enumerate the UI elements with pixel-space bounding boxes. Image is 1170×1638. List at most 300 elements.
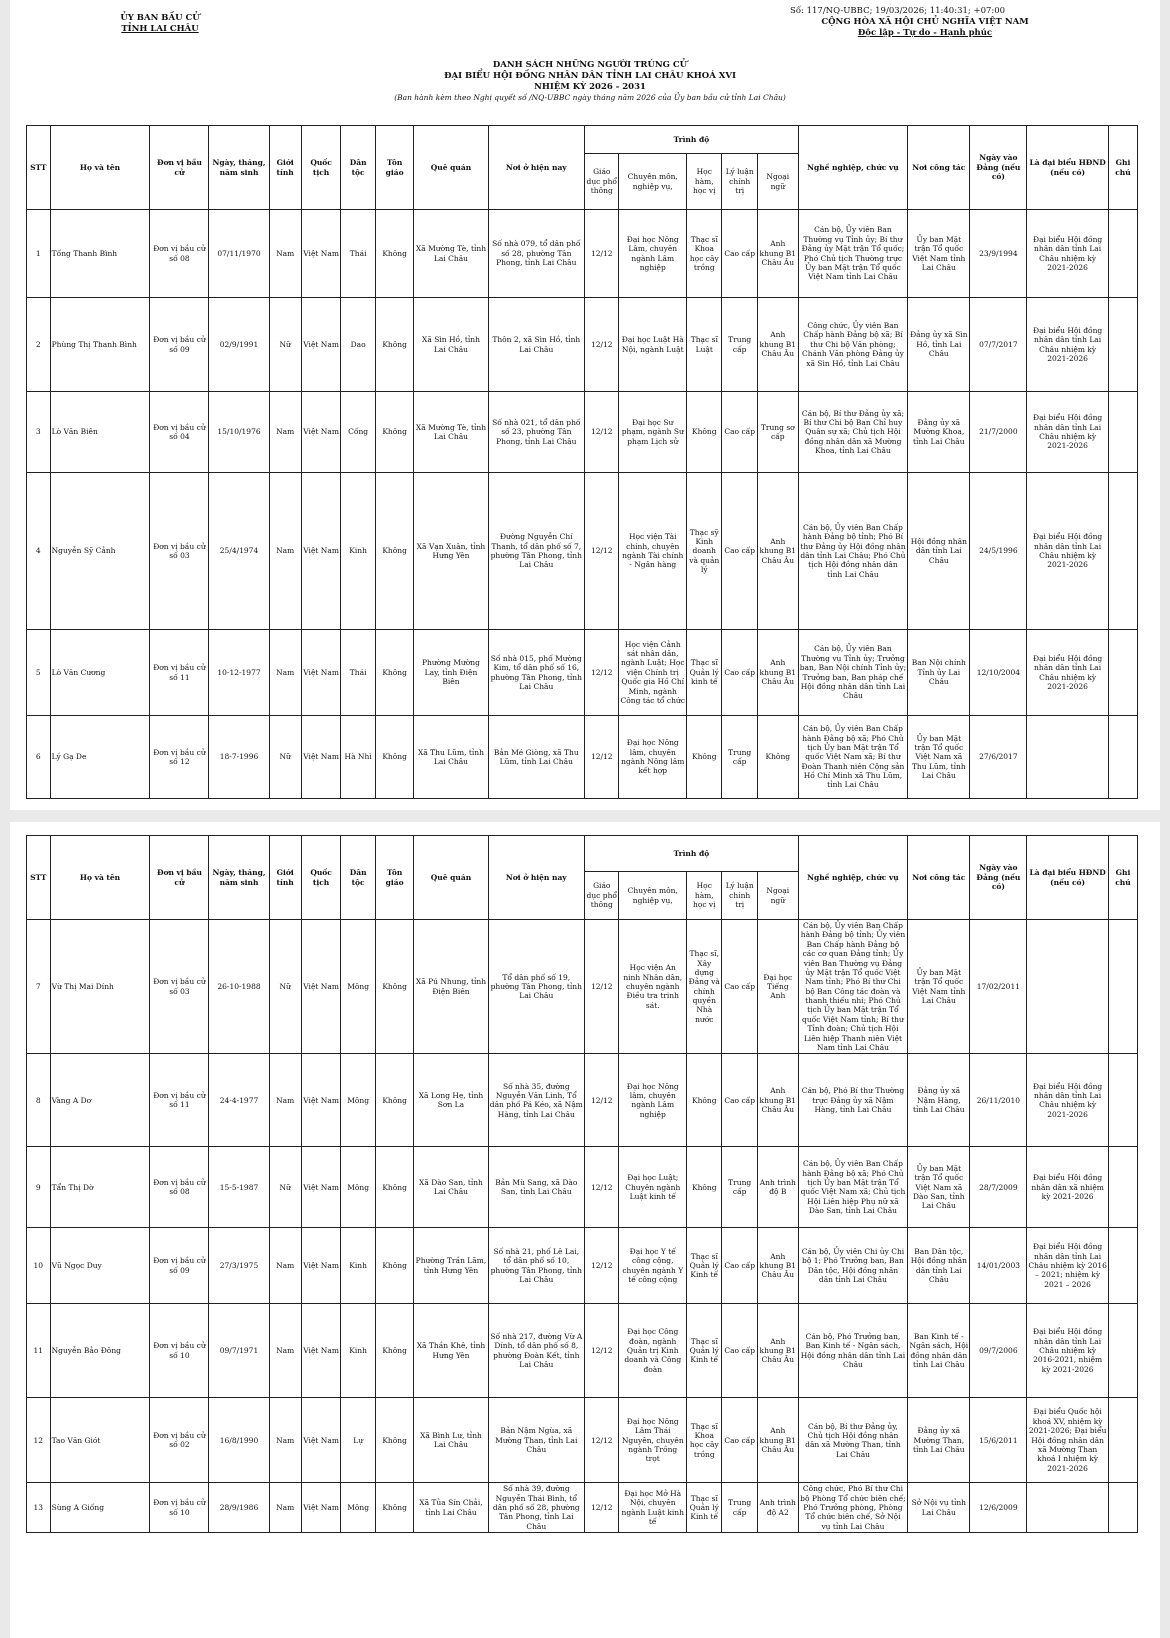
cell-gender: Nam	[269, 473, 301, 630]
cell-general-edu: 12/12	[585, 1054, 619, 1147]
cell-political: Cao cấp	[722, 1304, 757, 1398]
cell-name: Phùng Thị Thanh Bình	[50, 298, 150, 392]
cell-occupation: Cán bộ, Ủy viên Ban Chấp hành Đảng bộ tỉnh; Ủy viên Ban Chấp hành Đảng bộ các cơ quan Đảng tỉnh; Ủy viên Ban Thường vụ Đảng ủy Mặt trận Tổ quốc Việt Nam tỉnh; Phó Bí thư Chi bộ Ban Công tác đoàn và thanh thiếu nhi; Phó Chủ tịch Ủy ban Mặt trận Tổ quốc Việt Nam tỉnh; Bí thư Tỉnh đoàn; Chủ tịch Hội Liên hiệp Thanh niên Việt Nam tỉnh Lai Châu	[798, 920, 907, 1054]
cell-hometown: Xã Thu Lũm, tỉnh Lai Châu	[414, 716, 488, 799]
cell-name: Tẩn Thị Dờ	[50, 1147, 150, 1228]
winners-table-page-1	[26, 125, 1138, 799]
cell-ethnicity: Mông	[341, 920, 375, 1054]
cell-ethnicity: Kinh	[341, 1304, 375, 1398]
cell-stt: 1	[27, 210, 51, 298]
cell-religion: Không	[375, 1483, 414, 1533]
cell-stt: 8	[27, 1054, 51, 1147]
cell-political: Cao cấp	[722, 473, 757, 630]
title-line-2: ĐẠI BIỂU HỘI ĐỒNG NHÂN DÂN TỈNH LAI CHÂU KHOÁ XVI	[444, 71, 736, 82]
cell-political: Cao cấp	[722, 392, 757, 473]
cell-hometown: Xã Tủa Sín Chải, tỉnh Lai Châu	[414, 1483, 488, 1533]
cell-workplace: Đảng ủy xã Sìn Hồ, tỉnh Lai Châu	[908, 298, 970, 392]
header-education: Trình độ	[585, 836, 799, 872]
cell-degree: Không	[687, 1054, 722, 1147]
cell-note	[1108, 920, 1137, 1054]
cell-language: Anh khung B1 Châu Âu	[757, 1304, 798, 1398]
cell-political: Trung cấp	[722, 1147, 757, 1228]
header-ethnicity: Dân tộc	[341, 836, 375, 920]
cell-party-date: 27/6/2017	[970, 716, 1027, 799]
header-dob: Ngày, tháng, năm sinh	[209, 836, 269, 920]
cell-unit: Đơn vị bầu cử số 10	[150, 1483, 209, 1533]
cell-general-edu: 12/12	[585, 1228, 619, 1304]
cell-hometown: Xã Mường Tè, tỉnh Lai Châu	[414, 392, 488, 473]
cell-occupation: Cán bộ, Ủy viên Chi ủy Chi bộ 1; Phó Trưởng ban, Ban Dân tộc, Hội đồng nhân dân tỉnh Lai Châu	[798, 1228, 907, 1304]
table-row	[27, 1147, 1138, 1228]
cell-degree: Thạc sĩ Quản lý Kinh tế	[687, 1228, 722, 1304]
header-degree: Học hàm, học vị	[687, 872, 722, 920]
cell-dob: 10-12-1977	[209, 630, 269, 716]
cell-residence: Số nhà 39, đường Nguyễn Thái Bình, tổ dân phố số 28, phường Tân Phong, tỉnh Lai Châu	[488, 1483, 585, 1533]
cell-specialty: Học viện An ninh Nhân dân, chuyên ngành Điều tra trinh sát.	[619, 920, 687, 1054]
cell-language: Anh khung B1 Châu Âu	[757, 630, 798, 716]
cell-nationality: Việt Nam	[301, 716, 341, 799]
cell-party-date: 14/01/2003	[970, 1228, 1027, 1304]
cell-political: Cao cấp	[722, 920, 757, 1054]
header-language: Ngoại ngữ	[757, 154, 798, 210]
cell-note	[1108, 1483, 1137, 1533]
cell-hometown: Xã Pú Nhung, tỉnh Điện Biên	[414, 920, 488, 1054]
cell-hometown: Phường Trần Lãm, tỉnh Hưng Yên	[414, 1228, 488, 1304]
table-row	[27, 298, 1138, 392]
cell-occupation: Cán bộ, Bí thư Đảng ủy xã; Bí thư Chi bộ Ban Chỉ huy Quân sự xã; Chủ tịch Hội đồng nhân dân xã Mường Khoa, tỉnh Lai Châu	[798, 392, 907, 473]
cell-stt: 7	[27, 920, 51, 1054]
cell-religion: Không	[375, 630, 414, 716]
cell-religion: Không	[375, 716, 414, 799]
table-row	[27, 1228, 1138, 1304]
cell-hometown: Xã Bình Lư, tỉnh Lai Châu	[414, 1398, 488, 1483]
cell-language: Trung sơ cấp	[757, 392, 798, 473]
cell-dob: 24-4-1977	[209, 1054, 269, 1147]
cell-specialty: Đại học Nông Lâm, chuyên ngành Lâm nghiệp	[619, 210, 687, 298]
cell-gender: Nam	[269, 1054, 301, 1147]
cell-language: Anh khung B1 Châu Âu	[757, 1228, 798, 1304]
cell-name: Lý Gạ De	[50, 716, 150, 799]
cell-general-edu: 12/12	[585, 920, 619, 1054]
cell-degree: Không	[687, 716, 722, 799]
cell-hometown: Xã Dào San, tỉnh Lai Châu	[414, 1147, 488, 1228]
cell-nationality: Việt Nam	[301, 920, 341, 1054]
cell-nationality: Việt Nam	[301, 1304, 341, 1398]
header-row	[27, 836, 1138, 872]
header-gender: Giới tính	[269, 836, 301, 920]
cell-general-edu: 12/12	[585, 473, 619, 630]
cell-gender: Nam	[269, 1398, 301, 1483]
title-note: (Ban hành kèm theo Nghị quyết số /NQ-UBBC ngày tháng năm 2026 của Ủy ban bầu cử tỉnh Lai Châu)	[394, 93, 786, 103]
cell-hometown: Xã Long Hẹ, tỉnh Sơn La	[414, 1054, 488, 1147]
cell-ethnicity: Mông	[341, 1147, 375, 1228]
winners-table-page-2	[26, 835, 1138, 1533]
cell-residence: Bản Nậm Ngùa, xã Mường Than, tỉnh Lai Châu	[488, 1398, 585, 1483]
cell-gender: Nam	[269, 392, 301, 473]
org-line-2: TỈNH LAI CHÂU	[121, 24, 199, 35]
header-nationality: Quốc tịch	[301, 126, 341, 210]
header-religion: Tôn giáo	[375, 836, 414, 920]
table-row	[27, 920, 1138, 1054]
cell-dob: 28/9/1986	[209, 1483, 269, 1533]
cell-workplace: Sở Nội vụ tỉnh Lai Châu	[908, 1483, 970, 1533]
cell-workplace: Ban Dân tộc, Hội đồng nhân dân tỉnh Lai Châu	[908, 1228, 970, 1304]
cell-name: Vừ Thị Mai Dính	[50, 920, 150, 1054]
cell-language: Anh khung B1 Châu Âu	[757, 473, 798, 630]
cell-political: Trung cấp	[722, 298, 757, 392]
cell-stt: 13	[27, 1483, 51, 1533]
cell-dob: 18-7-1996	[209, 716, 269, 799]
cell-ethnicity: Cống	[341, 392, 375, 473]
cell-stt: 9	[27, 1147, 51, 1228]
cell-party-date: 12/6/2009	[970, 1483, 1027, 1533]
cell-hdnd	[1027, 716, 1109, 799]
table-row	[27, 392, 1138, 473]
cell-specialty: Học viện Tài chính, chuyên ngành Tài chính - Ngân hàng	[619, 473, 687, 630]
cell-ethnicity: Mông	[341, 1054, 375, 1147]
cell-hdnd: Đại biểu Hội đồng nhân dân tỉnh Lai Châu nhiệm kỳ 2021-2026	[1027, 473, 1109, 630]
cell-degree: Thạc sĩ, Xây dựng Đảng và chính quyền Nhà nước	[687, 920, 722, 1054]
cell-ethnicity: Thái	[341, 210, 375, 298]
org-line-1: ỦY BAN BẦU CỬ	[120, 13, 200, 23]
cell-language: Đại học Tiếng Anh	[757, 920, 798, 1054]
header-religion: Tôn giáo	[375, 126, 414, 210]
cell-ethnicity: Lự	[341, 1398, 375, 1483]
cell-party-date: 15/6/2011	[970, 1398, 1027, 1483]
cell-degree: Thạc sĩ Khoa học cây trồng	[687, 210, 722, 298]
header-ethnicity: Dân tộc	[341, 126, 375, 210]
cell-stt: 4	[27, 473, 51, 630]
cell-hdnd: Đại biểu Hội đồng nhân dân tỉnh Lai Châu nhiệm kỳ 2021-2026	[1027, 298, 1109, 392]
cell-workplace: Đảng ủy xã Mường Than, tỉnh Lai Châu	[908, 1398, 970, 1483]
cell-workplace: Ủy ban Mặt trận Tổ quốc Việt Nam tỉnh Lai Châu	[908, 920, 970, 1054]
cell-unit: Đơn vị bầu cử số 09	[150, 1228, 209, 1304]
cell-party-date: 07/7/2017	[970, 298, 1027, 392]
header-name: Họ và tên	[50, 836, 150, 920]
cell-religion: Không	[375, 920, 414, 1054]
cell-ethnicity: Dao	[341, 298, 375, 392]
cell-hdnd: Đại biểu Hội đồng nhân dân tỉnh Lai Châu nhiệm kỳ 2016 – 2021; nhiệm kỳ 2021 – 2026	[1027, 1228, 1109, 1304]
cell-name: Tống Thanh Bình	[50, 210, 150, 298]
cell-workplace: Hội đồng nhân dân tỉnh Lai Châu	[908, 473, 970, 630]
cell-degree: Thạc sĩ Quản lý Kinh tế	[687, 1304, 722, 1398]
header-occupation: Nghề nghiệp, chức vụ	[798, 836, 907, 920]
cell-name: Tao Văn Giót	[50, 1398, 150, 1483]
cell-residence: Đường Nguyễn Chí Thanh, tổ dân phố số 7, phường Tân Phong, tỉnh Lai Châu	[488, 473, 585, 630]
header-name: Họ và tên	[50, 126, 150, 210]
cell-nationality: Việt Nam	[301, 473, 341, 630]
header-workplace: Nơi công tác	[908, 126, 970, 210]
table-row	[27, 716, 1138, 799]
cell-stt: 3	[27, 392, 51, 473]
cell-occupation: Cán bộ, Ủy viên Ban Chấp hành Đảng bộ tỉnh; Phó Bí thư Đảng ủy Hội đồng nhân dân tỉnh Lai Châu; Phó Chủ tịch Hội đồng nhân dân tỉnh Lai Châu	[798, 473, 907, 630]
cell-workplace: Đảng ủy xã Mường Khoa, tỉnh Lai Châu	[908, 392, 970, 473]
cell-dob: 09/7/1971	[209, 1304, 269, 1398]
cell-occupation: Cán bộ, Phó Trưởng ban, Ban Kinh tế - Ngân sách, Hội đồng nhân dân tỉnh Lai Châu	[798, 1304, 907, 1398]
cell-political: Cao cấp	[722, 1054, 757, 1147]
header-note: Ghi chú	[1108, 126, 1137, 210]
cell-unit: Đơn vị bầu cử số 02	[150, 1398, 209, 1483]
cell-name: Sùng A Giống	[50, 1483, 150, 1533]
cell-specialty: Đại học Mở Hà Nội, chuyên ngành Luật kinh tế	[619, 1483, 687, 1533]
cell-hometown: Xã Sìn Hồ, tỉnh Lai Châu	[414, 298, 488, 392]
cell-workplace: Ủy ban Mặt trận Tổ quốc Việt Nam tỉnh Lai Châu	[908, 210, 970, 298]
document-title	[280, 60, 900, 103]
cell-gender: Nữ	[269, 920, 301, 1054]
cell-religion: Không	[375, 1147, 414, 1228]
cell-unit: Đơn vị bầu cử số 08	[150, 210, 209, 298]
cell-note	[1108, 392, 1137, 473]
title-line-3: NHIỆM KỲ 2026 - 2031	[534, 82, 646, 93]
cell-political: Cao cấp	[722, 210, 757, 298]
cell-dob: 02/9/1991	[209, 298, 269, 392]
cell-hometown: Xã Mường Tè, tỉnh Lai Châu	[414, 210, 488, 298]
table-row	[27, 1054, 1138, 1147]
cell-party-date: 12/10/2004	[970, 630, 1027, 716]
cell-nationality: Việt Nam	[301, 392, 341, 473]
cell-residence: Số nhà 079, tổ dân phố số 28, phường Tân Phong, tỉnh Lai Châu	[488, 210, 585, 298]
cell-degree: Thạc sĩ Quản lý kinh tế	[687, 630, 722, 716]
cell-party-date: 17/02/2011	[970, 920, 1027, 1054]
cell-hdnd: Đại biểu Hội đồng nhân dân tỉnh Lai Châu nhiệm kỳ 2016-2021, nhiệm kỳ 2021-2026	[1027, 1304, 1109, 1398]
cell-specialty: Đại học Luật; Chuyên ngành Luật kinh tế	[619, 1147, 687, 1228]
header-stt: STT	[27, 836, 51, 920]
cell-nationality: Việt Nam	[301, 1147, 341, 1228]
cell-stt: 2	[27, 298, 51, 392]
header-unit: Đơn vị bầu cử	[150, 126, 209, 210]
cell-hdnd	[1027, 920, 1109, 1054]
cell-occupation: Cán bộ, Ủy viên Ban Thường vụ Tỉnh ủy; Bí thư Đảng ủy Mặt trận Tổ quốc; Phó Chủ tịch Thường trực Ủy ban Mặt trận Tổ quốc Việt Nam tỉnh Lai Châu	[798, 210, 907, 298]
table-row	[27, 630, 1138, 716]
cell-note	[1108, 1304, 1137, 1398]
cell-language: Không	[757, 716, 798, 799]
cell-hometown: Xã Vạn Xuân, tỉnh Hưng Yên	[414, 473, 488, 630]
header-political: Lý luận chính trị	[722, 872, 757, 920]
cell-note	[1108, 298, 1137, 392]
cell-note	[1108, 716, 1137, 799]
cell-party-date: 21/7/2000	[970, 392, 1027, 473]
cell-unit: Đơn vị bầu cử số 10	[150, 1304, 209, 1398]
cell-unit: Đơn vị bầu cử số 12	[150, 716, 209, 799]
cell-stt: 11	[27, 1304, 51, 1398]
cell-name: Nguyễn Bảo Đông	[50, 1304, 150, 1398]
document-page-1	[10, 0, 1160, 810]
cell-general-edu: 12/12	[585, 630, 619, 716]
header-nationality: Quốc tịch	[301, 836, 341, 920]
cell-specialty: Đại học Nông lâm, chuyên ngành Nông lâm kết hợp	[619, 716, 687, 799]
cell-gender: Nam	[269, 1483, 301, 1533]
cell-dob: 27/3/1975	[209, 1228, 269, 1304]
cell-specialty: Đại học Nông lâm, chuyên ngành Lâm nghiệp	[619, 1054, 687, 1147]
cell-party-date: 23/9/1994	[970, 210, 1027, 298]
cell-degree: Thạc sĩ Quản lý Kinh tế	[687, 1483, 722, 1533]
header-note: Ghi chú	[1108, 836, 1137, 920]
cell-language: Anh khung B1 Châu Âu	[757, 298, 798, 392]
cell-specialty: Đại học Y tế công cộng, chuyên ngành Y tế công cộng	[619, 1228, 687, 1304]
cell-hdnd: Đại biểu Hội đồng nhân dân tỉnh Lai Châu nhiệm kỳ 2021-2026	[1027, 210, 1109, 298]
cell-ethnicity: Mông	[341, 1483, 375, 1533]
cell-unit: Đơn vị bầu cử số 11	[150, 1054, 209, 1147]
cell-political: Cao cấp	[722, 1228, 757, 1304]
cell-language: Anh khung B1 Châu Âu	[757, 1054, 798, 1147]
country-name: CỘNG HÒA XÃ HỘI CHỦ NGHĨA VIỆT NAM	[821, 17, 1029, 28]
cell-residence: Bản Mù Sang, xã Dào San, tỉnh Lai Châu	[488, 1147, 585, 1228]
cell-residence: Số nhà 015, phố Mường Kim, tổ dân phố số 16, phường Tân Phong, tỉnh Lai Châu	[488, 630, 585, 716]
cell-religion: Không	[375, 1054, 414, 1147]
cell-degree: Thạc sỹ Kinh doanh và quản lý	[687, 473, 722, 630]
cell-stt: 5	[27, 630, 51, 716]
cell-general-edu: 12/12	[585, 1304, 619, 1398]
cell-dob: 07/11/1970	[209, 210, 269, 298]
header-general-edu: Giáo dục phổ thông	[585, 872, 619, 920]
cell-party-date: 28/7/2009	[970, 1147, 1027, 1228]
cell-note	[1108, 630, 1137, 716]
cell-party-date: 09/7/2006	[970, 1304, 1027, 1398]
cell-hometown: Phường Mường Lay, tỉnh Điện Biên	[414, 630, 488, 716]
cell-ethnicity: Hà Nhì	[341, 716, 375, 799]
cell-nationality: Việt Nam	[301, 1483, 341, 1533]
cell-hdnd: Đại biểu Hội đồng nhân dân tỉnh Lai Châu nhiệm kỳ 2021-2026	[1027, 392, 1109, 473]
cell-gender: Nữ	[269, 716, 301, 799]
cell-dob: 16/8/1990	[209, 1398, 269, 1483]
cell-unit: Đơn vị bầu cử số 03	[150, 920, 209, 1054]
cell-workplace: Ban Nội chính Tỉnh ủy Lai Châu	[908, 630, 970, 716]
national-header	[790, 6, 1060, 39]
cell-hdnd: Đại biểu Hội đồng nhân dân tỉnh Lai Châu nhiệm kỳ 2021-2026	[1027, 630, 1109, 716]
cell-general-edu: 12/12	[585, 298, 619, 392]
cell-stt: 12	[27, 1398, 51, 1483]
cell-residence: Số nhà 35, đường Nguyễn Văn Linh, Tổ dân phố Pá Kéo, xã Nậm Hàng, tỉnh Lai Châu	[488, 1054, 585, 1147]
cell-dob: 26-10-1988	[209, 920, 269, 1054]
cell-workplace: Ban Kinh tế - Ngân sách, Hội đồng nhân dân tỉnh Lai Châu	[908, 1304, 970, 1398]
cell-note	[1108, 210, 1137, 298]
cell-hdnd: Đại biểu Hội đồng nhân dân xã nhiệm kỳ 2021-2026	[1027, 1147, 1109, 1228]
header-stt: STT	[27, 126, 51, 210]
cell-specialty: Học viện Cảnh sát nhân dân, ngành Luật; Học viện Chính trị Quốc gia Hồ Chí Minh, ngành Công tác tổ chức	[619, 630, 687, 716]
cell-gender: Nữ	[269, 1147, 301, 1228]
cell-specialty: Đại học Sư phạm, ngành Sư phạm Lịch sử	[619, 392, 687, 473]
cell-occupation: Cán bộ, Ủy viên Ban Chấp hành Đảng bộ xã; Phó Chủ tịch Ủy ban Mặt trận Tổ quốc Việt Nam xã; Bí thư Đoàn Thanh niên Cộng sản Hồ Chí Minh xã Thu Lũm, tỉnh Lai Châu	[798, 716, 907, 799]
document-number: Số: 117/NQ-UBBC; 19/03/2026; 11:40:31; +07:00	[790, 6, 1006, 16]
cell-gender: Nữ	[269, 298, 301, 392]
cell-residence: Số nhà 21, phố Lê Lai, tổ dân phố số 10, phường Tân Phong, tỉnh Lai Châu	[488, 1228, 585, 1304]
cell-religion: Không	[375, 298, 414, 392]
cell-residence: Số nhà 021, tổ dân phố số 23, phường Tân Phong, tỉnh Lai Châu	[488, 392, 585, 473]
cell-general-edu: 12/12	[585, 1483, 619, 1533]
cell-name: Vũ Ngọc Duy	[50, 1228, 150, 1304]
cell-language: Anh trình độ B	[757, 1147, 798, 1228]
cell-name: Lò Văn Cương	[50, 630, 150, 716]
cell-hometown: Xã Thần Khê, tỉnh Hưng Yên	[414, 1304, 488, 1398]
cell-dob: 15-5-1987	[209, 1147, 269, 1228]
cell-hdnd	[1027, 1483, 1109, 1533]
table-row	[27, 210, 1138, 298]
cell-religion: Không	[375, 473, 414, 630]
cell-occupation: Công chức, Phó Bí thư Chi bộ Phòng Tổ chức biên chế; Phó Trưởng phòng, Phòng Tổ chức biên chế, Sở Nội vụ tỉnh Lai Châu	[800, 1484, 906, 1531]
cell-name: Vàng A Dơ	[50, 1054, 150, 1147]
table-row	[27, 473, 1138, 630]
cell-occupation: Cán bộ, Ủy viên Ban Chấp hành Đảng bộ xã; Phó Chủ tịch Ủy ban Mặt trận Tổ quốc Việt Nam xã; Chủ tịch Hội Liên hiệp Phụ nữ xã Dào San, tỉnh Lai Châu	[798, 1147, 907, 1228]
cell-gender: Nam	[269, 630, 301, 716]
table-row	[27, 1398, 1138, 1483]
cell-nationality: Việt Nam	[301, 1054, 341, 1147]
cell-gender: Nam	[269, 210, 301, 298]
cell-note	[1108, 1398, 1137, 1483]
cell-residence: Bản Mé Giòng, xã Thu Lũm, tỉnh Lai Châu	[488, 716, 585, 799]
cell-nationality: Việt Nam	[301, 210, 341, 298]
cell-general-edu: 12/12	[585, 1147, 619, 1228]
cell-unit: Đơn vị bầu cử số 09	[150, 298, 209, 392]
cell-workplace: Ủy ban Mặt trận Tổ quốc Việt Nam xã Dào San, tỉnh Lai Châu	[908, 1147, 970, 1228]
cell-hdnd: Đại biểu Quốc hội khoá XV, nhiệm kỳ 2021-2026; Đại biểu Hội đồng nhân dân xã Mường Than khoá I nhiệm kỳ 2021-2026	[1027, 1398, 1109, 1483]
cell-degree: Không	[687, 392, 722, 473]
cell-dob: 25/4/1974	[209, 473, 269, 630]
cell-language: Anh khung B1 Châu Âu	[757, 1398, 798, 1483]
cell-unit: Đơn vị bầu cử số 11	[150, 630, 209, 716]
cell-political: Cao cấp	[722, 630, 757, 716]
header-education: Trình độ	[585, 126, 799, 154]
cell-religion: Không	[375, 1398, 414, 1483]
table-row	[27, 1483, 1138, 1533]
cell-name: Nguyễn Sỹ Cảnh	[50, 473, 150, 630]
cell-general-edu: 12/12	[585, 392, 619, 473]
cell-general-edu: 12/12	[585, 210, 619, 298]
cell-religion: Không	[375, 210, 414, 298]
cell-gender: Nam	[269, 1228, 301, 1304]
header-hdnd: Là đại biểu HĐND (nếu có)	[1027, 126, 1109, 210]
header-hdnd: Là đại biểu HĐND (nếu có)	[1027, 836, 1109, 920]
cell-workplace: Ủy ban Mặt trận Tổ quốc Việt Nam xã Thu Lũm, tỉnh Lai Châu	[908, 716, 970, 799]
cell-political: Trung cấp	[722, 716, 757, 799]
cell-party-date: 26/11/2010	[970, 1054, 1027, 1147]
header-specialty: Chuyên môn, nghiệp vụ,	[619, 154, 687, 210]
cell-religion: Không	[375, 1304, 414, 1398]
header-party-date: Ngày vào Đảng (nếu có)	[970, 836, 1027, 920]
cell-language: Anh trình độ A2	[757, 1483, 798, 1533]
cell-nationality: Việt Nam	[301, 1228, 341, 1304]
header-political: Lý luận chính trị	[722, 154, 757, 210]
cell-ethnicity: Kinh	[341, 473, 375, 630]
cell-language: Anh khung B1 Châu Âu	[757, 210, 798, 298]
cell-political: Trung cấp	[722, 1483, 757, 1533]
national-motto: Độc lập - Tự do - Hạnh phúc	[857, 28, 993, 39]
cell-degree: Không	[687, 1147, 722, 1228]
cell-occupation: Công chức, Ủy viên Ban Chấp hành Đảng bộ xã; Bí thư Chi bộ Văn phòng; Chánh Văn phòng Đảng ủy xã Sìn Hồ, tỉnh Lai Châu	[798, 298, 907, 392]
cell-dob: 15/10/1976	[209, 392, 269, 473]
cell-party-date: 24/5/1996	[970, 473, 1027, 630]
header-workplace: Nơi công tác	[908, 836, 970, 920]
header-general-edu: Giáo dục phổ thông	[585, 154, 619, 210]
header-occupation: Nghề nghiệp, chức vụ	[798, 126, 907, 210]
cell-specialty: Đại học Nông Lâm Thái Nguyên, chuyên ngành Trồng trọt	[619, 1398, 687, 1483]
cell-unit: Đơn vị bầu cử số 03	[150, 473, 209, 630]
header-row	[27, 126, 1138, 154]
cell-stt: 6	[27, 716, 51, 799]
cell-ethnicity: Kinh	[341, 1228, 375, 1304]
cell-hdnd: Đại biểu Hội đồng nhân dân tỉnh Lai Châu nhiệm kỳ 2021-2026	[1027, 1054, 1109, 1147]
cell-general-edu: 12/12	[585, 1398, 619, 1483]
cell-unit: Đơn vị bầu cử số 08	[150, 1147, 209, 1228]
title-line-1: DANH SÁCH NHỮNG NGƯỜI TRÚNG CỬ	[492, 60, 688, 70]
header-hometown: Quê quán	[414, 836, 488, 920]
cell-name: Lò Văn Biên	[50, 392, 150, 473]
cell-religion: Không	[375, 392, 414, 473]
cell-general-edu: 12/12	[585, 716, 619, 799]
cell-specialty: Đại học Công đoàn, ngành Quản trị Kinh doanh và Công đoàn	[619, 1304, 687, 1398]
cell-specialty: Đại học Luật Hà Nội, ngành Luật	[619, 298, 687, 392]
cell-residence: Thôn 2, xã Sìn Hồ, tỉnh Lai Châu	[488, 298, 585, 392]
header-degree: Học hàm, học vị	[687, 154, 722, 210]
